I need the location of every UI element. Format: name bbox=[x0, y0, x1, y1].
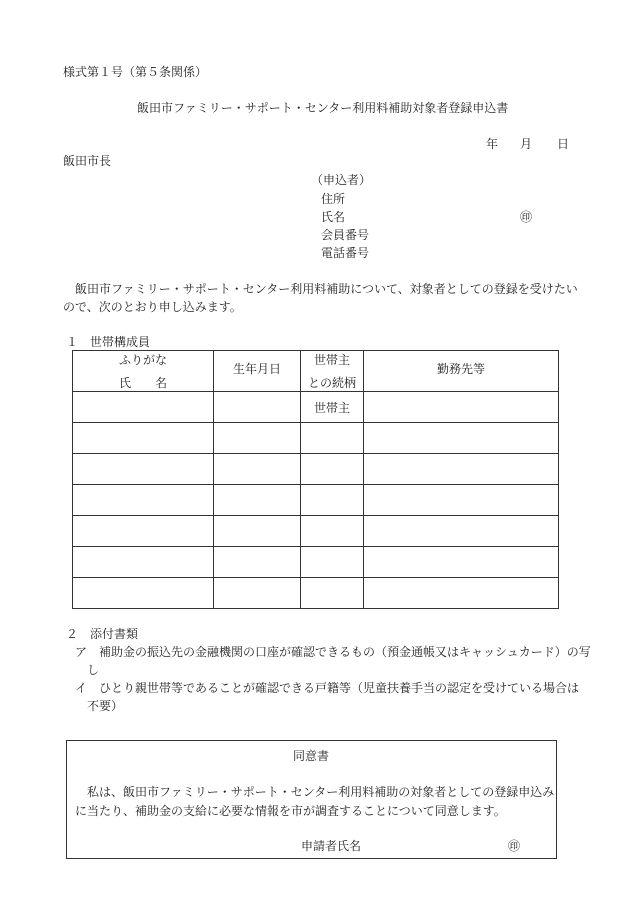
workplace-input-cell[interactable] bbox=[364, 423, 559, 454]
name-input-cell[interactable] bbox=[73, 392, 214, 423]
header-birthdate-label: 生年月日 bbox=[232, 362, 281, 376]
consent-text-line-1: 私は、飯田市ファミリー・サポート・センター利用料補助の対象者としての登録申込み bbox=[87, 785, 555, 799]
applicant-seal-mark: ㊞ bbox=[520, 210, 533, 224]
consent-signer-label: 申請者氏名 bbox=[301, 839, 362, 853]
relation-input-cell[interactable] bbox=[301, 547, 364, 578]
header-relation-label-top: 世帯主 bbox=[313, 353, 350, 367]
workplace-input-cell[interactable] bbox=[364, 578, 559, 609]
header-full-name-label: 氏 名 bbox=[118, 376, 167, 390]
header-name-cell bbox=[73, 351, 214, 392]
attachment-item-a-line-2: し bbox=[87, 663, 100, 677]
birthdate-input-cell[interactable] bbox=[214, 454, 301, 485]
name-input-cell[interactable] bbox=[73, 454, 214, 485]
name-input-cell[interactable] bbox=[73, 485, 214, 516]
table-row bbox=[73, 547, 559, 578]
relation-input-cell[interactable] bbox=[301, 423, 364, 454]
workplace-input-cell[interactable] bbox=[364, 547, 559, 578]
workplace-input-cell[interactable] bbox=[364, 454, 559, 485]
name-input-cell[interactable] bbox=[73, 423, 214, 454]
addressee: 飯田市長 bbox=[63, 154, 112, 168]
birthdate-input-cell[interactable] bbox=[214, 485, 301, 516]
table-row bbox=[73, 516, 559, 547]
attachment-item-i-line-1: イ ひとり親世帯等であることが確認できる戸籍等（児童扶養手当の認定を受けている場合は bbox=[75, 681, 580, 695]
applicant-member-number-label: 会員番号 bbox=[321, 228, 370, 242]
applicant-address-label: 住所 bbox=[321, 192, 346, 206]
header-workplace-cell bbox=[364, 351, 559, 392]
birthdate-input-cell[interactable] bbox=[214, 578, 301, 609]
table-row bbox=[73, 485, 559, 516]
relation-input-cell[interactable] bbox=[301, 516, 364, 547]
form-number: 様式第１号（第５条関係） bbox=[63, 65, 208, 79]
table-row bbox=[73, 454, 559, 485]
applicant-phone-label: 電話番号 bbox=[321, 246, 370, 260]
name-input-cell[interactable] bbox=[73, 516, 214, 547]
applicant-heading: （申込者） bbox=[311, 173, 372, 187]
table-header-row bbox=[73, 351, 559, 392]
intro-text-line-1: 飯田市ファミリー・サポート・センター利用料補助について、対象者としての登録を受けたい bbox=[75, 282, 578, 296]
header-relation-label-bottom: との続柄 bbox=[307, 376, 356, 390]
relation-cell bbox=[301, 392, 364, 423]
header-birthdate-cell bbox=[214, 351, 301, 392]
attachment-item-a-line-1: ア 補助金の振込先の金融機関の口座が確認できるもの（預金通帳又はキャッシュカード）の写 bbox=[75, 645, 591, 659]
relation-input-cell[interactable] bbox=[301, 454, 364, 485]
household-members-table bbox=[72, 350, 559, 609]
date-day: 日 bbox=[557, 137, 570, 151]
birthdate-input-cell[interactable] bbox=[214, 547, 301, 578]
birthdate-input-cell[interactable] bbox=[214, 392, 301, 423]
consent-title: 同意書 bbox=[293, 749, 330, 763]
page-title: 飯田市ファミリー・サポート・センター利用料補助対象者登録申込書 bbox=[137, 101, 509, 115]
relation-householder-label: 世帯主 bbox=[313, 400, 350, 415]
relation-input-cell[interactable] bbox=[301, 485, 364, 516]
section-2-heading: ２ 添付書類 bbox=[66, 627, 139, 641]
attachment-item-i-line-2: 不要） bbox=[87, 699, 124, 713]
workplace-input-cell[interactable] bbox=[364, 392, 559, 423]
name-input-cell[interactable] bbox=[73, 578, 214, 609]
relation-input-cell[interactable] bbox=[301, 578, 364, 609]
consent-seal-mark: ㊞ bbox=[508, 839, 521, 853]
intro-text-line-2: ので、次のとおり申し込みます。 bbox=[63, 300, 242, 314]
applicant-name-label: 氏名 bbox=[321, 210, 346, 224]
date-year: 年 bbox=[486, 137, 499, 151]
consent-box bbox=[66, 740, 557, 859]
birthdate-input-cell[interactable] bbox=[214, 423, 301, 454]
header-workplace-label: 勤務先等 bbox=[436, 362, 485, 376]
birthdate-input-cell[interactable] bbox=[214, 516, 301, 547]
name-input-cell[interactable] bbox=[73, 547, 214, 578]
header-furigana-label: ふりがな bbox=[118, 353, 167, 367]
date-month: 月 bbox=[520, 137, 533, 151]
workplace-input-cell[interactable] bbox=[364, 485, 559, 516]
table-row bbox=[73, 423, 559, 454]
table-row bbox=[73, 578, 559, 609]
workplace-input-cell[interactable] bbox=[364, 516, 559, 547]
table-row bbox=[73, 392, 559, 423]
section-1-heading: １ 世帯構成員 bbox=[66, 335, 151, 349]
header-relation-cell bbox=[301, 351, 364, 392]
consent-text-line-2: に当たり、補助金の支給に必要な情報を市が調査することについて同意します。 bbox=[75, 804, 506, 818]
